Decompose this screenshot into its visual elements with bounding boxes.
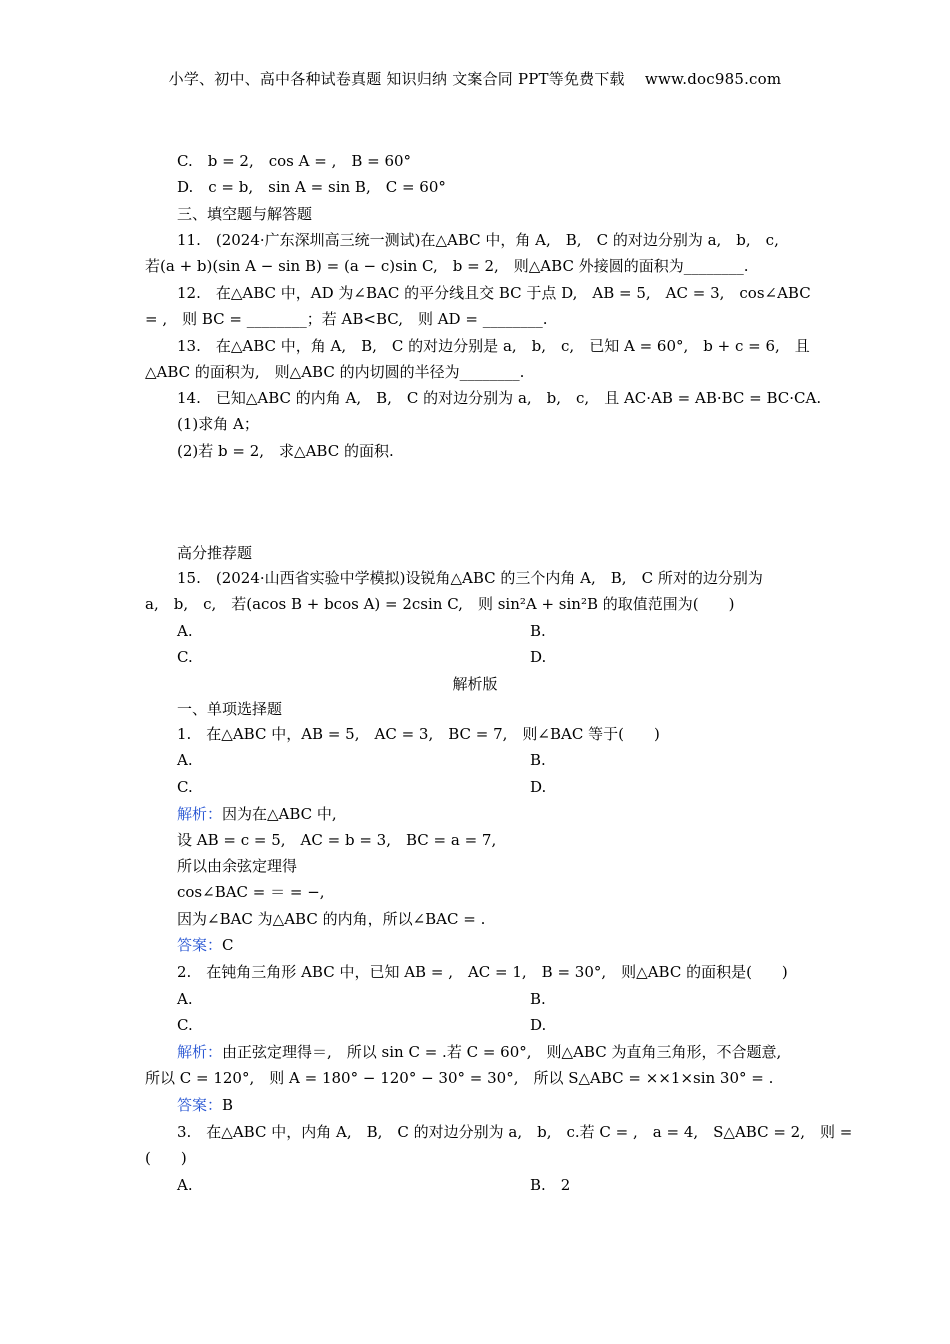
answer-section-title: 解析版 bbox=[452, 675, 498, 693]
option-c-line: C. b = 2, cos A = , B = 60° bbox=[177, 152, 412, 170]
question-2-line: 2. 在钝角三角形 ABC 中，已知 AB = , AC = 1, B = 30°, 则△ABC 的面积是( ) bbox=[177, 963, 788, 981]
answer-value: B bbox=[222, 1096, 234, 1114]
question-14-part-2: (2)若 b = 2, 求△ABC 的面积. bbox=[177, 442, 394, 460]
q3-option-a: A. bbox=[177, 1176, 193, 1194]
question-15-line-1: 15. (2024·山西省实验中学模拟)设锐角△ABC 的三个内角 A, B, C 所对的边分别为 bbox=[177, 569, 763, 587]
q15-option-d: D. bbox=[530, 648, 547, 666]
question-14-line-1: 14. 已知△ABC 的内角 A, B, C 的对边分别为 a, b, c, 且 AC·AB = AB·BC = BC·CA. bbox=[177, 389, 822, 407]
single-choice-heading: 一、单项选择题 bbox=[177, 700, 283, 718]
question-12-line-2: = , 则 BC = ________；若 AB<BC, 则 AD = ________. bbox=[145, 310, 548, 328]
page-header: 小学、初中、高中各种试卷真题 知识归纳 文案合同 PPT等免费下载 www.doc985.com bbox=[168, 70, 782, 88]
q1-answer-line bbox=[177, 934, 234, 956]
q1-option-d: D. bbox=[530, 778, 547, 796]
q15-option-c: C. bbox=[177, 648, 193, 666]
q1-analysis-line-3: 所以由余弦定理得 bbox=[177, 857, 298, 875]
question-11-line-1: 11. (2024·广东深圳高三统一测试)在△ABC 中，角 A, B, C 的对边分别为 a, b, c, bbox=[177, 231, 779, 249]
q2-option-d: D. bbox=[530, 1016, 547, 1034]
q1-option-c: C. bbox=[177, 778, 193, 796]
question-15-line-2: a, b, c, 若(acos B + bcos A) = 2csin C, 则 sin²A + sin²B 的取值范围为( ) bbox=[145, 595, 735, 613]
q15-option-a: A. bbox=[177, 622, 193, 640]
q3-option-b: B. 2 bbox=[530, 1176, 571, 1194]
answer-label: 答案： bbox=[177, 1096, 223, 1114]
q15-option-b: B. bbox=[530, 622, 546, 640]
analysis-label: 解析： bbox=[177, 1043, 223, 1061]
question-13-line-2: △ABC 的面积为, 则△ABC 的内切圆的半径为________. bbox=[145, 363, 525, 381]
q2-analysis-line-1 bbox=[177, 1041, 781, 1063]
question-3-line-1: 3. 在△ABC 中，内角 A, B, C 的对边分别为 a, b, c.若 C = , a = 4, S△ABC = 2, 则 = bbox=[177, 1123, 853, 1141]
recommended-heading: 高分推荐题 bbox=[177, 544, 253, 562]
q1-analysis-line-5: 因为∠BAC 为△ABC 的内角，所以∠BAC = . bbox=[177, 910, 486, 928]
option-d-line: D. c = b, sin A = sin B, C = 60° bbox=[177, 178, 446, 196]
q1-analysis-line-4: cos∠BAC = ＝ = −, bbox=[177, 883, 325, 901]
question-11-line-2: 若(a + b)(sin A − sin B) = (a − c)sin C, b = 2, 则△ABC 外接圆的面积为________. bbox=[145, 257, 749, 275]
analysis-text: 由正弦定理得＝, 所以 sin C = .若 C = 60°, 则△ABC 为直角三角形，不合题意, bbox=[222, 1043, 782, 1061]
q1-analysis-line-2: 设 AB = c = 5, AC = b = 3, BC = a = 7, bbox=[177, 831, 497, 849]
q2-option-c: C. bbox=[177, 1016, 193, 1034]
section-heading-fill: 三、填空题与解答题 bbox=[177, 205, 313, 223]
question-12-line-1: 12. 在△ABC 中，AD 为∠BAC 的平分线且交 BC 于点 D, AB = 5, AC = 3, cos∠ABC bbox=[177, 284, 811, 302]
q2-option-a: A. bbox=[177, 990, 193, 1008]
q2-answer-line bbox=[177, 1094, 233, 1116]
q1-analysis-line-1 bbox=[177, 803, 337, 825]
answer-label: 答案： bbox=[177, 936, 223, 954]
question-1-line: 1. 在△ABC 中，AB = 5, AC = 3, BC = 7, 则∠BAC 等于( ) bbox=[177, 725, 660, 743]
q2-option-b: B. bbox=[530, 990, 546, 1008]
q1-option-a: A. bbox=[177, 751, 193, 769]
answer-value: C bbox=[222, 936, 234, 954]
q2-analysis-line-2: 所以 C = 120°, 则 A = 180° − 120° − 30° = 30°, 所以 S△ABC = ××1×sin 30° = . bbox=[145, 1069, 774, 1087]
q1-option-b: B. bbox=[530, 751, 546, 769]
analysis-label: 解析： bbox=[177, 805, 223, 823]
question-13-line-1: 13. 在△ABC 中，角 A, B, C 的对边分别是 a, b, c, 已知 A = 60°, b + c = 6, 且 bbox=[177, 337, 810, 355]
analysis-text: 因为在△ABC 中, bbox=[222, 805, 337, 823]
question-14-part-1: (1)求角 A； bbox=[177, 415, 259, 433]
question-3-line-2: ( ) bbox=[145, 1149, 187, 1167]
